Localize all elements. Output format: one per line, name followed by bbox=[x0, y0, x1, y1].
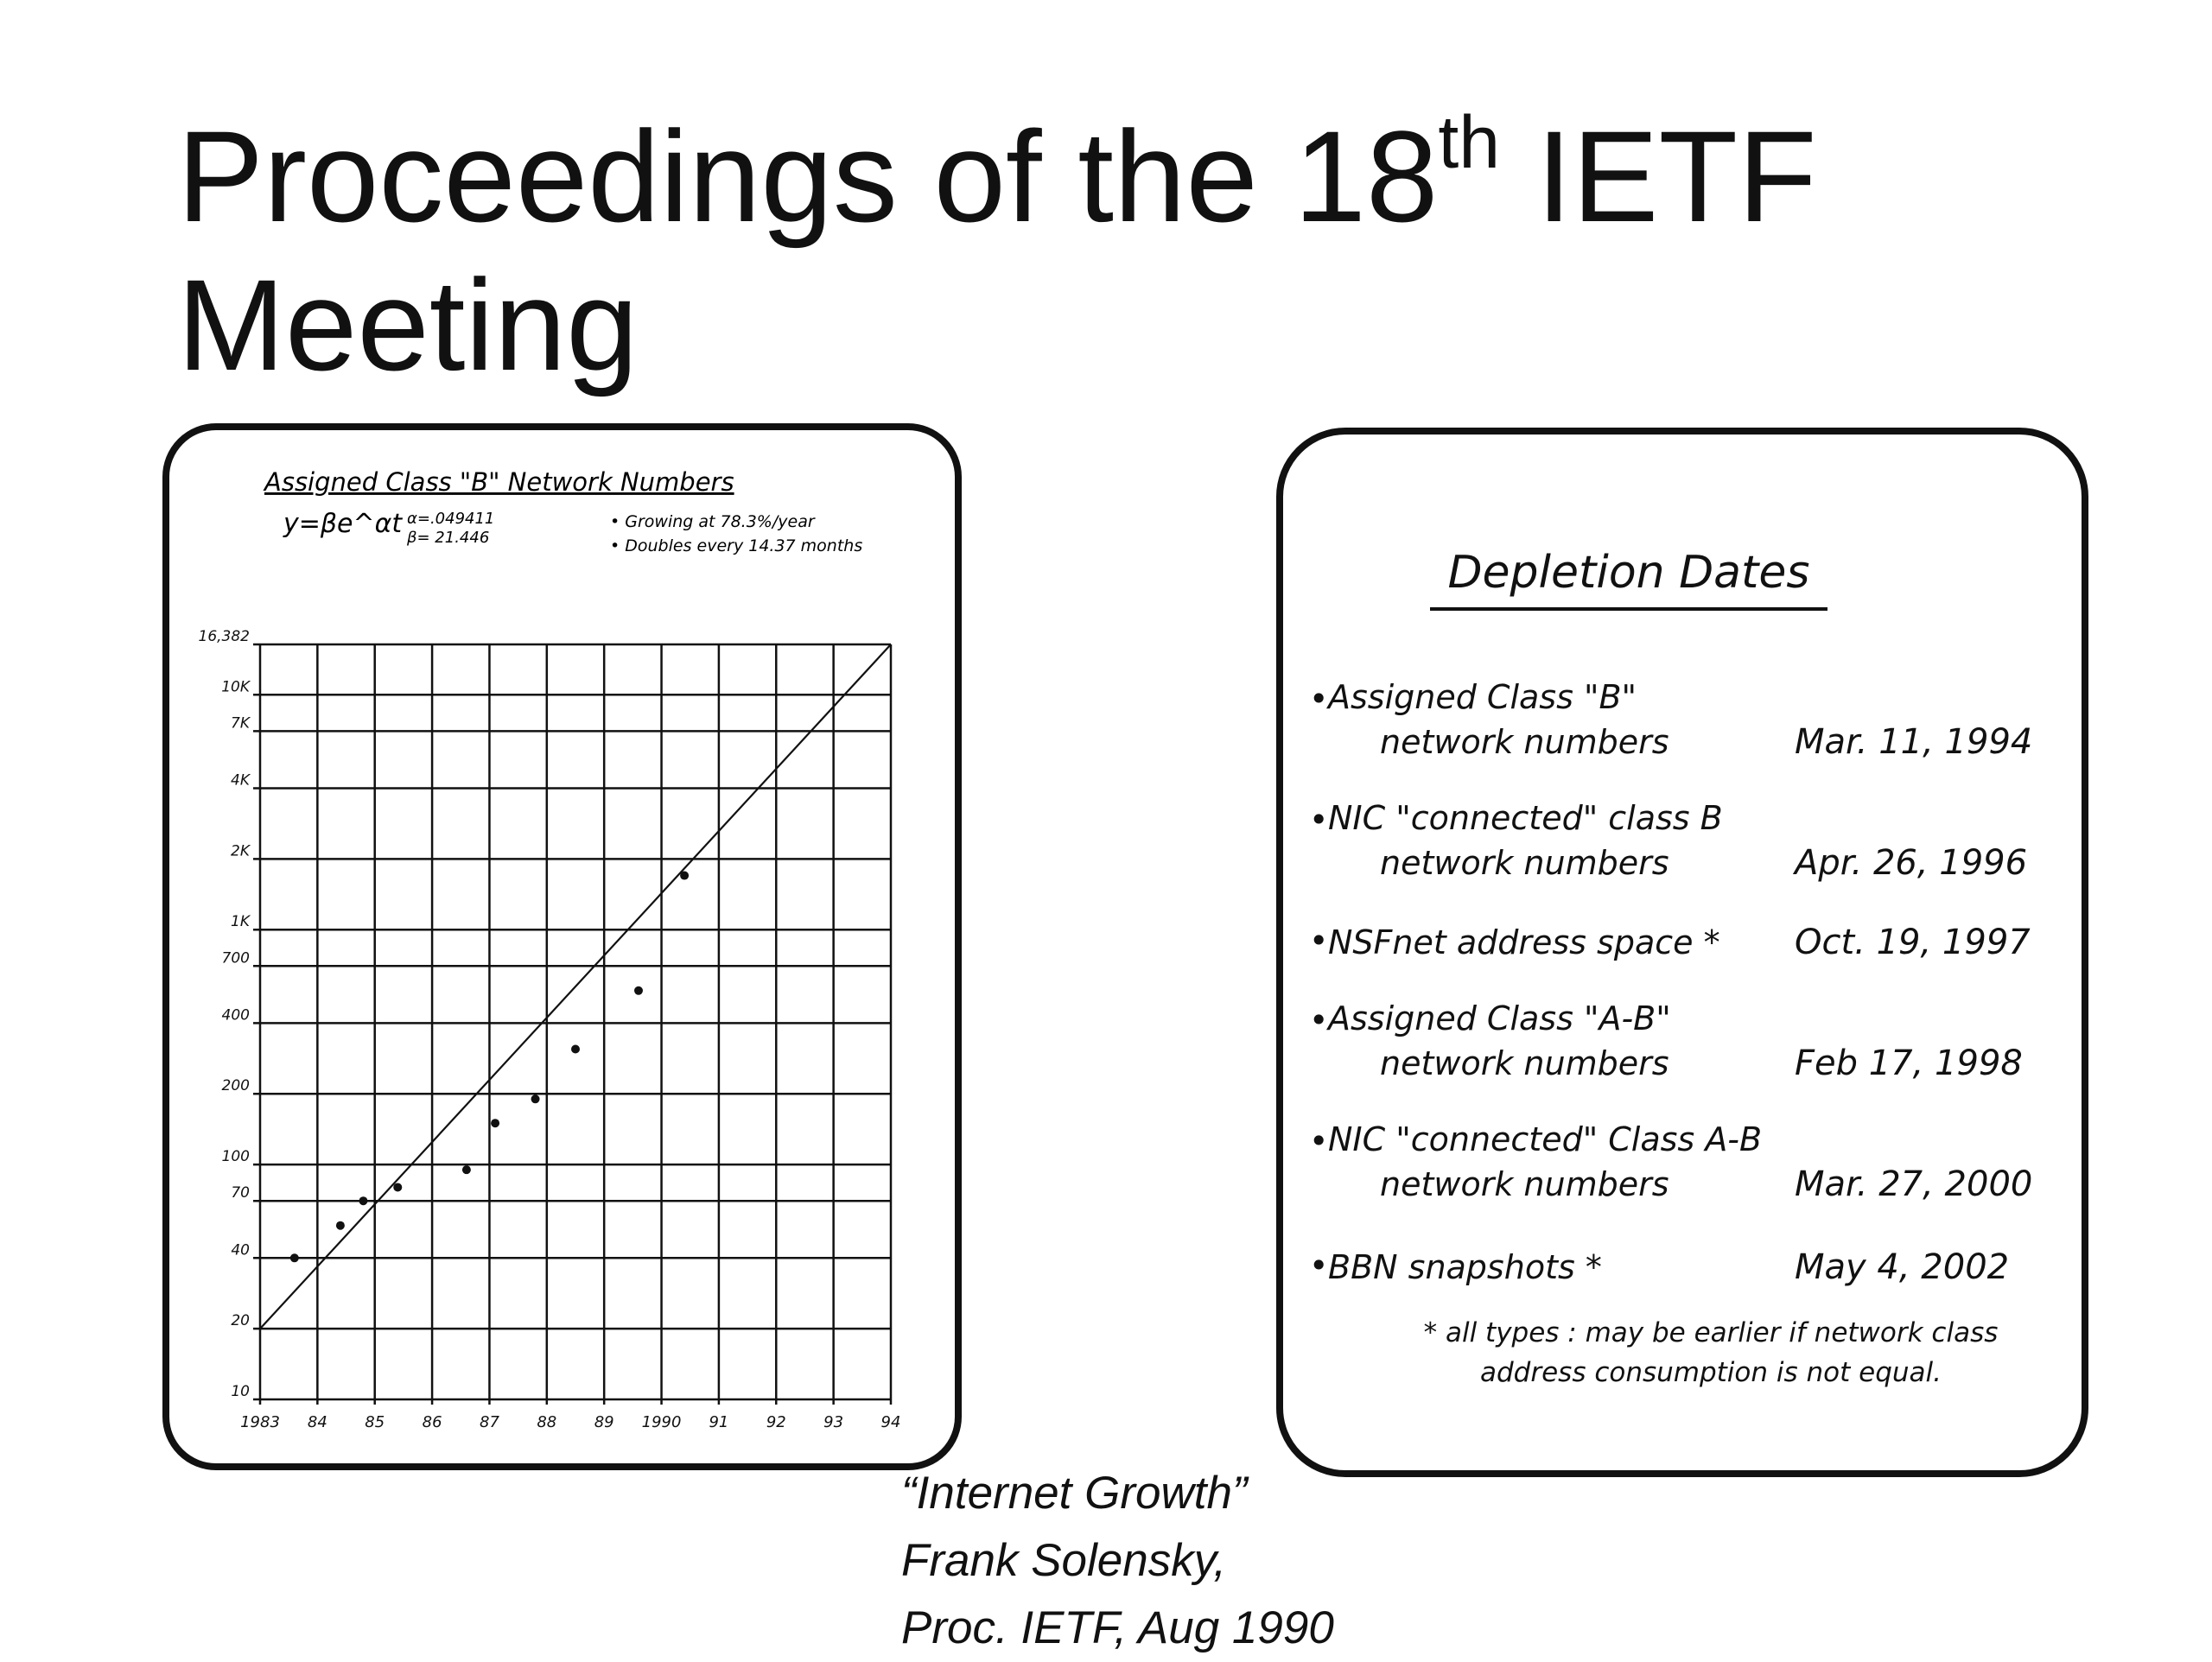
depletion-date: Mar. 27, 2000 bbox=[1795, 1164, 2033, 1204]
chart-marks bbox=[260, 644, 891, 1329]
y-axis-ticks bbox=[199, 628, 251, 1400]
item-name-line-2: network numbers bbox=[1380, 1044, 1669, 1082]
depletion-item bbox=[1309, 917, 2069, 965]
depletion-item-name bbox=[1328, 1117, 1795, 1207]
y-tick-label: 20 bbox=[231, 1312, 250, 1330]
item-name-line-1: Assigned Class "B" bbox=[1328, 678, 1637, 716]
data-point bbox=[634, 986, 643, 995]
y-tick-label: 4K bbox=[231, 771, 250, 790]
depletion-item-name bbox=[1328, 1245, 1795, 1290]
depletion-date: Feb 17, 1998 bbox=[1795, 1044, 2023, 1083]
depletion-date: Mar. 11, 1994 bbox=[1795, 722, 2033, 762]
data-point bbox=[290, 1253, 299, 1262]
x-tick-label: 89 bbox=[594, 1413, 614, 1431]
chart-formula: y=βe^αt bbox=[283, 509, 403, 539]
y-tick-label: 700 bbox=[221, 949, 250, 967]
title-line-1 bbox=[177, 102, 2078, 251]
depletion-item-name bbox=[1328, 920, 1795, 965]
depletion-item bbox=[1309, 1117, 2069, 1207]
fit-line bbox=[260, 644, 891, 1329]
title-prefix: Proceedings of the 18 bbox=[177, 104, 1439, 249]
y-tick-label: 1K bbox=[231, 913, 250, 931]
footnote-line-1: * all types : may be earlier if network class bbox=[1423, 1317, 1999, 1348]
y-tick-label: 7K bbox=[231, 714, 250, 733]
x-tick-label: 84 bbox=[307, 1413, 327, 1431]
item-name-line-2: network numbers bbox=[1380, 844, 1669, 882]
depletion-item-name bbox=[1328, 996, 1795, 1086]
x-tick-label: 94 bbox=[880, 1413, 901, 1431]
title-superscript: th bbox=[1438, 101, 1501, 184]
x-tick-label: 93 bbox=[823, 1413, 844, 1431]
depletion-list bbox=[1309, 675, 2069, 1290]
x-tick-label: 87 bbox=[480, 1413, 499, 1431]
x-tick-label: 91 bbox=[709, 1413, 729, 1431]
data-point bbox=[336, 1221, 345, 1230]
data-point bbox=[531, 1094, 540, 1103]
chart-note-growth: • Growing at 78.3%/year bbox=[610, 512, 815, 531]
x-tick-label: 92 bbox=[766, 1413, 786, 1431]
bullet-icon: • bbox=[1309, 922, 1329, 960]
chart-note-doubling: • Doubles every 14.37 months bbox=[610, 536, 863, 555]
x-tick-label: 88 bbox=[537, 1413, 557, 1431]
title-line-2: Meeting bbox=[177, 252, 639, 397]
caption-title: “Internet Growth” bbox=[901, 1468, 1248, 1519]
y-tick-label: 200 bbox=[221, 1077, 250, 1095]
depletion-date: May 4, 2002 bbox=[1795, 1247, 2010, 1287]
chart-panel bbox=[162, 423, 962, 1470]
item-name-line-1: BBN snapshots * bbox=[1328, 1248, 1602, 1286]
y-tick-label: 2K bbox=[231, 842, 250, 860]
chart-grid bbox=[253, 644, 891, 1405]
chart-alpha: α=.049411 bbox=[407, 510, 495, 528]
bullet-icon: • bbox=[1309, 680, 1329, 718]
depletion-date: Apr. 26, 1996 bbox=[1795, 843, 2028, 883]
depletion-item bbox=[1309, 796, 2069, 885]
x-axis-ticks bbox=[240, 1413, 900, 1431]
item-name-line-1: Assigned Class "A-B" bbox=[1328, 999, 1671, 1037]
depletion-date: Oct. 19, 1997 bbox=[1795, 923, 2031, 962]
caption-author: Frank Solensky, bbox=[901, 1535, 1227, 1586]
y-tick-label: 100 bbox=[221, 1148, 250, 1166]
depletion-panel bbox=[1276, 428, 2088, 1477]
chart-beta: β= 21.446 bbox=[407, 529, 490, 547]
y-tick-label: 16,382 bbox=[198, 628, 250, 645]
y-tick-label: 70 bbox=[231, 1184, 250, 1202]
growth-chart bbox=[169, 430, 955, 1463]
citation-caption bbox=[901, 1460, 1679, 1662]
data-point bbox=[462, 1165, 471, 1174]
bullet-icon: • bbox=[1309, 801, 1329, 839]
data-point bbox=[359, 1196, 367, 1205]
depletion-item bbox=[1309, 1241, 2069, 1290]
data-point bbox=[491, 1119, 499, 1127]
depletion-item-name bbox=[1328, 675, 1795, 764]
depletion-footnote bbox=[1408, 1313, 2013, 1392]
title-suffix: IETF bbox=[1500, 104, 1817, 249]
depletion-item bbox=[1309, 675, 2069, 764]
item-name-line-1: NIC "connected" class B bbox=[1328, 799, 1723, 837]
data-point bbox=[393, 1183, 402, 1191]
slide-title bbox=[177, 102, 2078, 399]
chart-title: Assigned Class "B" Network Numbers bbox=[264, 467, 734, 497]
depletion-item bbox=[1309, 996, 2069, 1086]
item-name-line-2: network numbers bbox=[1380, 1165, 1669, 1203]
x-tick-label: 85 bbox=[365, 1413, 385, 1431]
y-tick-label: 400 bbox=[221, 1006, 250, 1024]
footnote-line-2: address consumption is not equal. bbox=[1480, 1357, 1942, 1388]
item-name-line-1: NIC "connected" Class A-B bbox=[1328, 1120, 1763, 1158]
y-tick-label: 40 bbox=[231, 1241, 250, 1259]
y-tick-label: 10 bbox=[231, 1383, 250, 1400]
bullet-icon: • bbox=[1309, 1001, 1329, 1039]
bullet-icon: • bbox=[1309, 1122, 1329, 1160]
data-point bbox=[571, 1044, 580, 1053]
depletion-item-name bbox=[1328, 796, 1795, 885]
x-tick-label: 86 bbox=[422, 1413, 442, 1431]
x-tick-label: 1990 bbox=[641, 1413, 682, 1431]
caption-source: Proc. IETF, Aug 1990 bbox=[901, 1602, 1334, 1653]
y-tick-label: 10K bbox=[221, 678, 250, 696]
x-tick-label: 1983 bbox=[240, 1413, 280, 1431]
item-name-line-1: NSFnet address space * bbox=[1328, 923, 1720, 961]
bullet-icon: • bbox=[1309, 1246, 1329, 1285]
depletion-title: Depletion Dates bbox=[1430, 547, 1827, 611]
item-name-line-2: network numbers bbox=[1380, 723, 1669, 761]
